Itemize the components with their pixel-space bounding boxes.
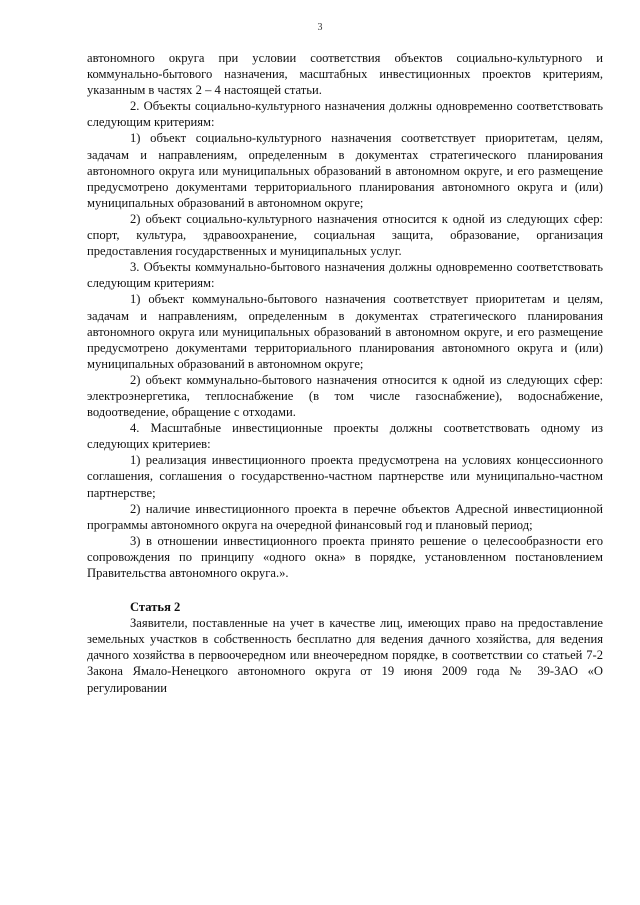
paragraph: 2. Объекты социально-культурного назначения должны одновременно соответствовать следующим критериям: — [87, 99, 603, 130]
article-heading: Статья 2 — [130, 600, 181, 615]
paragraph: 3) в отношении инвестиционного проекта принято решение о целесообразности его сопровождения по принципу «одного окна» в порядке, установленном постановлением Правительства автономного округа.». — [87, 533, 603, 580]
page-number: 3 — [317, 22, 323, 33]
paragraph: автономного округа при условии соответствия объектов социально-культурного и коммунально-бытового назначения, масштабных инвестиционных проектов критериям, указанным в частях 2 – 4 настоящей статьи. — [87, 51, 603, 98]
paragraph: 1) объект социально-культурного назначения соответствует приоритетам, целям, задачам и направлениям, определенным в документах стратегического планирования автономного округа или муниципальных образований в автономном округе, и его размещение предусмотрено документами территориального планирования автономного округа и (или) муниципальных образований в автономном округе; — [87, 131, 603, 210]
paragraph: 2) объект коммунально-бытового назначения относится к одной из следующих сфер: электроэнергетика, теплоснабжение (в том числе газоснабжение), водоснабжение, водоотведение, обращение с отходами. — [87, 372, 603, 420]
paragraph: 4. Масштабные инвестиционные проекты должны соответствовать одному из следующих критериев: — [87, 421, 603, 452]
paragraph: 2) наличие инвестиционного проекта в перечне объектов Адресной инвестиционной программы автономного округа на очередной финансовый год и плановый период; — [87, 501, 603, 532]
paragraph: 1) объект коммунально-бытового назначения соответствует приоритетам и целям, задачам и направлениям, определенным в документах стратегического планирования автономного округа или муниципальных образований в автономном округе, и его размещение предусмотрено документами территориального планирования автономного округа и (или) муниципальных образований в автономном округе; — [87, 292, 603, 371]
paragraph: Заявители, поставленные на учет в качестве лиц, имеющих право на предоставление земельных участков в собственность бесплатно для ведения дачного хозяйства, для ведения дачного хозяйства в первоочередном или внеочередном порядке, в соответствии со статьей 7-2 Закона Ямало-Ненецкого автономного округа от 19 июня 2009 года № 39-ЗАО «О регулировании — [87, 616, 603, 695]
paragraph: 2) объект социально-культурного назначения относится к одной из следующих сфер: спорт, культура, здравоохранение, социальная защита, образование, организация предоставления государственных и муниципальных услуг. — [87, 211, 603, 259]
document-body — [87, 50, 603, 696]
paragraph: 1) реализация инвестиционного проекта предусмотрена на условиях концессионного соглашения, соглашения о государственно-частном партнерстве или муниципально-частном партнерстве; — [87, 453, 603, 500]
paragraph: 3. Объекты коммунально-бытового назначения должны одновременно соответствовать следующим критериям: — [87, 260, 603, 291]
